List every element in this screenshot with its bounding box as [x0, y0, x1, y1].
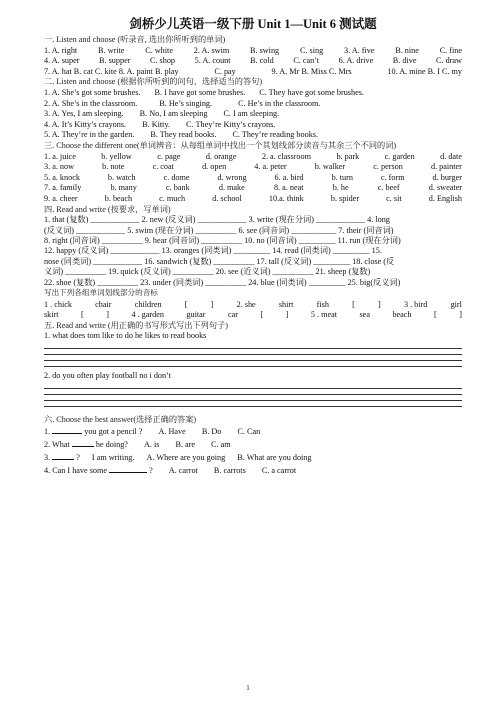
answer-line[interactable] [44, 388, 462, 389]
option: c. beef [377, 183, 400, 193]
option: C. I am sleeping. [223, 109, 280, 119]
option: C. pay [214, 66, 236, 76]
bracket: [ [352, 299, 355, 309]
option: b. spider [330, 193, 360, 203]
answer-blank[interactable] [52, 425, 82, 434]
answer-blank[interactable] [109, 464, 147, 473]
option: 3. A. five [343, 45, 375, 55]
bracket: [ [434, 310, 437, 320]
option: d. orange [205, 151, 237, 161]
option: 9. A. Mr B. Miss C. Mrs [271, 66, 352, 76]
phonetic-word: fish [316, 299, 329, 309]
option: B. write [98, 45, 125, 55]
option: b. beach [104, 193, 133, 203]
phonetic-word: skirt [44, 310, 59, 320]
s4-line-5: nose (同类词) ____________ 16. sandwich (复数) __________ 17. tall (反义词) _________ 18. close (反 [44, 256, 395, 266]
s2-row-5 [44, 130, 462, 141]
option: 10. A. mine B. I C. my [387, 66, 462, 76]
answer-blank[interactable] [52, 451, 74, 460]
s3-row-5 [44, 194, 462, 205]
answer-line[interactable] [44, 366, 462, 367]
option: B. No, I am sleeping [139, 109, 208, 119]
option: 2. a. classroom [261, 151, 311, 161]
option: b. he [332, 183, 349, 193]
s6-question-4: 4. Can I have some ? A. carrot B. carrots C. a carrot [44, 466, 297, 476]
bracket: ] [210, 299, 214, 309]
option: C. can’t [293, 56, 320, 66]
option: 1. a. juice [44, 151, 76, 161]
phonetic-row-1 [44, 300, 462, 311]
phonetic-row-2 [44, 310, 462, 321]
answer-line[interactable] [44, 348, 462, 349]
section-6-header: 六. Choose the best answer(选择正确的答案) [44, 414, 197, 424]
s4-line-4: 12. happy (反义词) ____________ 13. oranges (同类词) _________ 14. read (同类词) _________ 15. [44, 246, 382, 256]
option: C. He’s in the classroom. [238, 98, 321, 108]
option: d. open [202, 162, 227, 172]
phonetic-instruction: 写出下列各组单词划线部分的音标 [44, 287, 158, 297]
option: B. swing [250, 45, 280, 55]
s3-row-2 [44, 162, 462, 173]
option: c. coat [152, 162, 174, 172]
option: d. make [218, 183, 245, 193]
s4-line-7: 22. shoe (复数) __________ 23. under (同类词) __________ 24. blue (同类词) _________ 25. big(反义词) [44, 277, 401, 287]
option: c. bank [166, 183, 190, 193]
phonetic-word: guitar [186, 310, 206, 320]
option: c. sit [386, 193, 402, 203]
s3-row-4 [44, 183, 462, 194]
option: C. They have got some brushes. [259, 87, 364, 97]
s3-row-1 [44, 152, 462, 163]
phonetic-word: shirt [278, 299, 294, 309]
option: b. walker [314, 162, 346, 172]
option: b. note [102, 162, 125, 172]
phonetic-word: car [228, 310, 238, 320]
option: c. much [159, 193, 186, 203]
option: B. He’s singing. [159, 98, 213, 108]
option: B. Kitty. [142, 119, 171, 129]
s6-question-2: 2. What he doing? A. is B. are C. am [44, 440, 231, 450]
s3-row-3 [44, 173, 462, 184]
phonetic-word: 4 . garden [131, 310, 164, 320]
option: 3. a. now [44, 162, 75, 172]
option: c. page [157, 151, 181, 161]
option: 6. A. drive [338, 56, 374, 66]
option: 4. A. super [44, 56, 80, 66]
option: C. They’re reading books. [232, 130, 319, 140]
section-5-header: 五. Read and write (用正确的书写形式写出下列句子) [44, 320, 228, 330]
option: 6. a. bird [274, 172, 304, 182]
option: 5. a. knock [44, 172, 80, 182]
option: B. cold [250, 56, 274, 66]
phonetic-word: 5 . meat [310, 310, 338, 320]
section-2-header: 二. Listen and choose (根据你所听到的问句，选择适当的答句) [44, 77, 263, 87]
answer-line[interactable] [44, 360, 462, 361]
answer-line[interactable] [44, 406, 462, 407]
option: c. form [380, 172, 405, 182]
phonetic-word: 1 . chick [44, 299, 72, 309]
bracket: ] [285, 310, 289, 320]
bracket: [ [184, 299, 188, 309]
s4-line-6: 义词) __________ 19. quick (反义词) __________ 20. see (近义词) __________ 21. sheep (复数) [44, 267, 371, 277]
option: d. painter [430, 162, 462, 172]
worksheet-title: 剑桥少儿英语一级下册 Unit 1—Unit 6 测试题 [129, 17, 377, 31]
option: 1. A. She’s got some brushes. [44, 87, 141, 97]
s2-row-4 [44, 120, 462, 131]
answer-line[interactable] [44, 400, 462, 401]
s1-row-1 [44, 46, 462, 57]
s4-line-1: 1. that (复数) ____________ 2. new (反义词) ____________ 3. write (现在分词) ____________ 4. long [44, 215, 390, 225]
option: b. yellow [101, 151, 132, 161]
option: d. school [212, 193, 242, 203]
option: 4. a. peter [254, 162, 287, 172]
page-number: 1 [246, 684, 250, 692]
option: 2. A. swim [193, 45, 230, 55]
option: d. date [440, 151, 462, 161]
option: b. turn [331, 172, 353, 182]
bracket: ] [378, 299, 381, 309]
option: b. watch [107, 172, 136, 182]
answer-blank[interactable] [72, 438, 94, 447]
s1-row-3 [44, 67, 462, 78]
option: C. They’re Kitty’s crayons. [186, 119, 276, 129]
s2-row-1 [44, 88, 462, 99]
s4-line-3: 8. right (同音词) __________ 9. hear (同音词) __________ 10. no (同音词) _________ 11. run (现在分词) [44, 235, 401, 245]
option: 3. A. Yes, I am sleeping. [44, 109, 124, 119]
option: B. dive [392, 56, 417, 66]
s6-question-3: 3. ? I am writing. A. Where are you going B. What are you doing [44, 453, 312, 463]
option: d. wrong [217, 172, 247, 182]
s4-line-2: (反义词) ____________ 5. swim (现在分词) __________ 6. see (同音词) ___________ 7. their (同音词) [44, 225, 394, 235]
answer-line[interactable] [44, 394, 462, 395]
option: 10.a. think [268, 193, 304, 203]
phonetic-word: children [134, 299, 162, 309]
bracket: ] [459, 310, 462, 320]
option: B. They read books. [150, 130, 217, 140]
option: d. burger [432, 172, 462, 182]
option: C. white [145, 45, 173, 55]
option: C. sing [299, 45, 324, 55]
s2-row-3 [44, 109, 462, 120]
option: 5. A. count [194, 56, 231, 66]
section-3-header: 三. Choose the different one(单词辨音：从每组单词中找出一个其划线部分读音与其余三个不同的词) [44, 140, 397, 150]
phonetic-word: beach [392, 310, 412, 320]
s5-question-1: 1. what does tom like to do he likes to read books [44, 331, 207, 341]
option: 2. A. She’s in the classroom. [44, 98, 138, 108]
bracket: [ [260, 310, 264, 320]
section-1-header: 一. Listen and choose (听录音, 选出你所听到的单词) [44, 35, 226, 44]
phonetic-word: 2. she [236, 299, 256, 309]
option: 8. a. neat [273, 183, 304, 193]
phonetic-word: chair [95, 299, 112, 309]
option: d. English [428, 193, 462, 203]
option: c. dome [163, 172, 190, 182]
phonetic-word: 3 . bird [403, 299, 428, 309]
option: C. draw [436, 56, 462, 66]
option: b. park [336, 151, 360, 161]
option: 9. a. cheer [44, 193, 78, 203]
s5-question-2: 2. do you often play football no i don’t [44, 370, 171, 380]
option: B. supper [99, 56, 131, 66]
phonetic-word: sea [359, 310, 370, 320]
option: c. garden [384, 151, 415, 161]
option: B. nine [395, 45, 419, 55]
option: 4. A. It’s Kitty’s crayons. [44, 119, 127, 129]
bracket: ] [106, 310, 109, 320]
phonetic-word: girl [450, 299, 462, 309]
s2-row-2 [44, 99, 462, 110]
option: 1. A. right [44, 45, 78, 55]
option: d. sweater [428, 183, 462, 193]
option: 7. A. hat B. cat C. kite 8. A. paint B. play [44, 66, 179, 76]
section-4-header: 四. Read and write (按要求，写单词) [44, 204, 171, 214]
answer-line[interactable] [44, 354, 462, 355]
s6-question-1: 1. you got a pencil ? A. Have B. Do C. Can [44, 427, 261, 437]
option: B. I have got some brushes. [154, 87, 246, 97]
s1-row-2 [44, 56, 462, 67]
option: C. shop [150, 56, 176, 66]
option: C. fine [439, 45, 462, 55]
bracket: [ [81, 310, 84, 320]
option: 7. a. family [44, 183, 82, 193]
option: 5. A. They’re in the garden. [44, 130, 135, 140]
option: b. many [110, 183, 137, 193]
option: c. person [373, 162, 403, 172]
worksheet [44, 14, 462, 477]
